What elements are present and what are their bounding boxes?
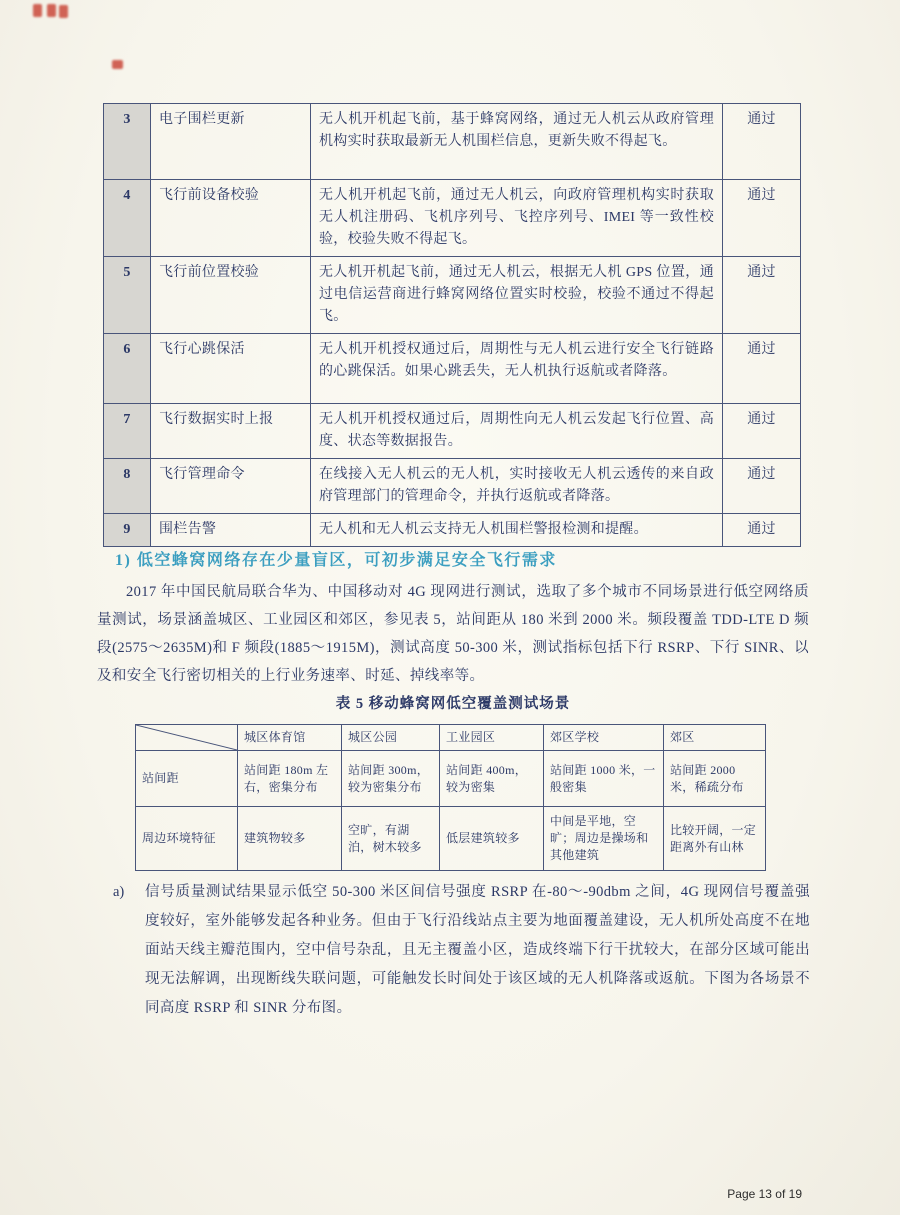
table-cell: 站间距 400m，较为密集 (440, 751, 544, 807)
item-name: 飞行前设备校验 (151, 180, 311, 257)
paragraph-text: 信号质量测试结果显示低空 50-300 米区间信号强度 RSRP 在-80～-90dbm 之间，4G 现网信号覆盖强度较好，室外能够发起各种业务。但由于飞行沿线站点主要为地面覆盖建设，无人机所处高度不在地面站天线主瓣范围内，空中信号杂乱，且无主覆盖小区，造成终端下行干扰较大，在部分区域可能出现无法解调，出现断线失联问题，可能触发长时间处于该区域的无人机降落或返航。下图为各场景不同高度 RSRP 和 SINR 分布图。 (145, 884, 810, 1016)
item-description: 在线接入无人机云的无人机，实时接收无人机云透传的来自政府管理部门的管理命令，并执行返航或者降落。 (311, 459, 723, 514)
section-heading: 1) 低空蜂窝网络存在少量盲区，可初步满足安全飞行需求 (115, 552, 557, 569)
row-header: 站间距 (136, 751, 238, 807)
result-cell: 通过 (723, 104, 801, 180)
item-description: 无人机开机授权通过后，周期性向无人机云发起飞行位置、高度、状态等数据报告。 (311, 404, 723, 459)
table-row (104, 180, 801, 257)
row-number: 9 (104, 514, 151, 547)
table-cell: 中间是平地，空旷；周边是操场和其他建筑 (544, 807, 664, 871)
column-header: 城区公园 (342, 725, 440, 751)
item-description: 无人机和无人机云支持无人机围栏警报检测和提醒。 (311, 514, 723, 547)
table-cell: 空旷，有湖泊，树木较多 (342, 807, 440, 871)
page-number: Page 13 of 19 (727, 1187, 802, 1201)
item-description: 无人机开机起飞前，基于蜂窝网络，通过无人机云从政府管理机构实时获取最新无人机围栏信息，更新失败不得起飞。 (311, 104, 723, 180)
column-header: 城区体育馆 (238, 725, 342, 751)
item-name: 飞行前位置校验 (151, 257, 311, 334)
table-cell: 站间距 180m 左右，密集分布 (238, 751, 342, 807)
coverage-test-scenarios-table (135, 724, 766, 871)
row-header: 周边环境特征 (136, 807, 238, 871)
safety-checklist-table (103, 103, 801, 547)
diagonal-line (136, 725, 237, 750)
row-number: 5 (104, 257, 151, 334)
table5-title: 表 5 移动蜂窝网低空覆盖测试场景 (335, 696, 571, 712)
item-name: 飞行数据实时上报 (151, 404, 311, 459)
result-cell: 通过 (723, 257, 801, 334)
result-cell: 通过 (723, 459, 801, 514)
diagonal-corner-cell (136, 725, 238, 751)
item-name: 电子围栏更新 (151, 104, 311, 180)
table-cell: 站间距 1000 米，一般密集 (544, 751, 664, 807)
red-stamp-artifact (112, 60, 123, 69)
row-number: 4 (104, 180, 151, 257)
table-cell: 低层建筑较多 (440, 807, 544, 871)
row-number: 8 (104, 459, 151, 514)
result-cell: 通过 (723, 404, 801, 459)
item-description: 无人机开机起飞前，通过无人机云，向政府管理机构实时获取无人机注册码、飞机序列号、飞控序列号、IMEI 等一致性校验，校验失败不得起飞。 (311, 180, 723, 257)
result-cell: 通过 (723, 514, 801, 547)
result-cell: 通过 (723, 180, 801, 257)
table-row (136, 751, 766, 807)
column-header: 郊区学校 (544, 725, 664, 751)
item-name: 围栏告警 (151, 514, 311, 547)
table-row (104, 257, 801, 334)
table-cell: 站间距 2000 米，稀疏分布 (664, 751, 766, 807)
item-name: 飞行心跳保活 (151, 334, 311, 404)
red-stamp-artifact (33, 4, 42, 17)
table-cell: 站间距 300m，较为密集分布 (342, 751, 440, 807)
row-number: 6 (104, 334, 151, 404)
paragraph-label: a) (113, 884, 125, 900)
item-description: 无人机开机授权通过后，周期性与无人机云进行安全飞行链路的心跳保活。如果心跳丢失，无人机执行返航或者降落。 (311, 334, 723, 404)
item-name: 飞行管理命令 (151, 459, 311, 514)
row-number: 7 (104, 404, 151, 459)
table-cell: 建筑物较多 (238, 807, 342, 871)
table-row (104, 404, 801, 459)
table-row (136, 725, 766, 751)
table-row (136, 807, 766, 871)
paragraph-a (113, 878, 810, 1023)
result-cell: 通过 (723, 334, 801, 404)
table-row (104, 334, 801, 404)
column-header: 工业园区 (440, 725, 544, 751)
table-row (104, 459, 801, 514)
table-row (104, 104, 801, 180)
table-cell: 比较开阔，一定距离外有山林 (664, 807, 766, 871)
intro-paragraph: 2017 年中国民航局联合华为、中国移动对 4G 现网进行测试，选取了多个城市不同场景进行低空网络质量测试，场景涵盖城区、工业园区和郊区，参见表 5，站间距从 180 米到 2000 米。频段覆盖 TDD-LTE D 频段(2575～2635M)和 F 频段(1885～1915M)，测试高度 50-300 米，测试指标包括下行 RSRP、下行 SINR、以及和安全飞行密切相关的上行业务速率、时延、掉线率等。 (97, 584, 809, 684)
table-row (104, 514, 801, 547)
item-description: 无人机开机起飞前，通过无人机云，根据无人机 GPS 位置，通过电信运营商进行蜂窝网络位置实时校验，校验不通过不得起飞。 (311, 257, 723, 334)
column-header: 郊区 (664, 725, 766, 751)
row-number: 3 (104, 104, 151, 180)
